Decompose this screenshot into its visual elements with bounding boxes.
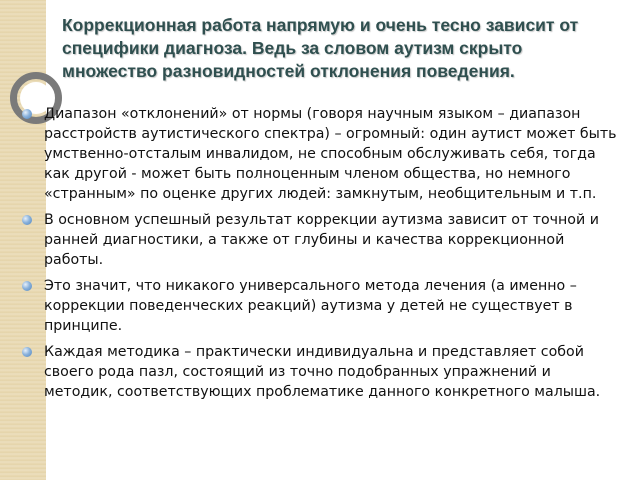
blue-sphere-bullet-icon (22, 109, 32, 119)
bullet-item (20, 104, 620, 204)
bullet-item (20, 342, 620, 402)
bullet-text: Это значит, что никакого универсального метода лечения (а именно – коррекции поведенческих реакций) аутизма у детей не существует в принципе. (44, 278, 577, 334)
blue-sphere-bullet-icon (22, 281, 32, 291)
blue-sphere-bullet-icon (22, 215, 32, 225)
blue-sphere-bullet-icon (22, 347, 32, 357)
bullet-item (20, 276, 620, 336)
bullet-list (20, 104, 620, 408)
slide-title: Коррекционная работа напрямую и очень тесно зависит от специфики диагноза. Ведь за словом аутизм скрыто множество разновидностей отклонения поведения. (62, 15, 579, 81)
bullet-text: В основном успешный результат коррекции аутизма зависит от точной и ранней диагностики, а также от глубины и качества коррекционной работы. (44, 212, 599, 268)
bullet-item (20, 210, 620, 270)
bullet-text: Каждая методика – практически индивидуальна и представляет собой своего рода пазл, состоящий из точно подобранных упражнений и методик, соответствующих проблематике данного конкретного малыша. (44, 344, 601, 400)
bullet-text: Диапазон «отклонений» от нормы (говоря научным языком – диапазон расстройств аутистического спектра) – огромный: один аутист может быть умственно-отсталым инвалидом, не способным обслуживать себя, тогда как другой - может быть полноценным членом общества, но немного «странным» по оценке других людей: замкнутым, необщительным и т.п. (44, 106, 617, 202)
